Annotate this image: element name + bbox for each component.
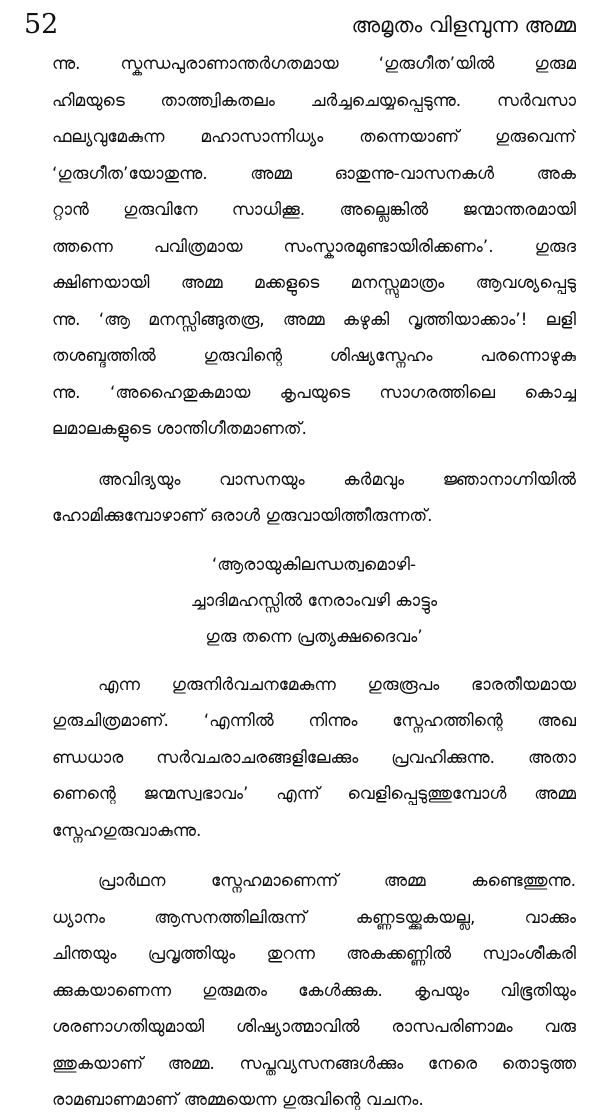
verse-line: ച്ചാദിമഹസ്സിൽ നേരാംവഴി കാട്ടും [190, 590, 438, 611]
page-header [24, 8, 576, 42]
text-line: ‘ഗുരുഗീത’യോതുന്നു. അമ്മ ഓതുന്നു-വാസനകൾ അക [52, 163, 576, 184]
text-line: ഫല്യവുമേകുന്ന മഹാസാന്നിധ്യം തന്നെയാണ് ഗുരുവെന്ന് [52, 127, 576, 147]
text-line: ഹോമിക്കുമ്പോഴാണ് ഒരാൾ ഗുരുവായിത്തീരുന്നത്. [52, 506, 433, 526]
paragraph-3 [52, 667, 576, 850]
text-line: ലമാലകളുടെ ശാന്തിഗീതമാണത്. [52, 419, 307, 439]
text-line: ന്നു. ‘ആ മനസ്സിങ്ങുതരൂ, അമ്മ കഴുകി വൃത്തിയാക്കാം’! ലളി [52, 309, 576, 330]
text-line: രാമബാണമാണ് അമ്മയെന്ന ഗുരുവിന്റെ വചനം. [52, 1090, 424, 1110]
paragraph-4 [52, 863, 576, 1119]
text-line: ക്ഷിണയായി അമ്മ മക്കളുടെ മനസ്സുമാത്രം ആവശ്യപ്പെടു [52, 273, 576, 293]
text-line: ശരണാഗതിയുമായി ശിഷ്യാത്മാവിൽ രാസപരിണാമം വരു [52, 1017, 576, 1037]
body-text [52, 46, 576, 1119]
verse-quote [52, 547, 576, 655]
page-number: 52 [24, 9, 59, 40]
text-line: ഗുരുചിത്രമാണ്. ‘എന്നിൽ നിന്നും സ്നേഹത്തിന്റെ അഖ [52, 711, 576, 731]
running-title: അമൃതം വിളമ്പുന്ന അമ്മ [351, 13, 576, 37]
text-line: എന്ന ഗുരുനിർവചനമേകുന്ന ഗുരുരൂപം ഭാരതീയമായ [98, 674, 576, 695]
text-line: ഹിമയുടെ താത്ത്വികതലം ചർച്ചചെയ്യപ്പെടുന്നു. സർവസാ [52, 90, 576, 111]
paragraph-2 [52, 462, 576, 535]
text-line: ത്തുകയാണ് അമ്മ. സപ്തവ്യസനങ്ങൾക്കും നേരെ തൊടുത്ത [52, 1053, 576, 1074]
text-line: അവിദ്യയും വാസനയും കർമവും ജ്ഞാനാഗ്നിയിൽ [98, 469, 576, 490]
text-line: പ്രാർഥന സ്നേഹമാണെന്ന് അമ്മ കണ്ടെത്തുന്നു. [98, 871, 576, 891]
text-line: ധ്യാനം ആസനത്തിലിരുന്ന് കണ്ണടയ്ക്കുകയല്ല, വാക്കും [52, 907, 576, 928]
text-line: ക്കുകയാണെന്ന ഗുരുമതം കേൾക്കുക. കൃപയും വിഭൂതിയും [52, 980, 576, 1001]
text-line: തശബ്ദത്തിൽ ഗുരുവിന്റെ ശിഷ്യസ്നേഹം പരന്നൊഴുകു [52, 346, 576, 366]
text-line: ചിന്തയും പ്രവൃത്തിയും തുറന്ന അകക്കണ്ണിൽ സ്വാംശീകരി [52, 944, 576, 964]
text-line: ന്നു. ‘അഹൈതുകമായ കൃപയുടെ സാഗരത്തിലെ കൊച്ച [52, 382, 576, 403]
text-line: ണ്ഡധാര സർവചരാചരങ്ങളിലേക്കും പ്രവഹിക്കുന്നു. അതാ [52, 747, 576, 768]
verse-line: ‘ആരായുകിലന്ധത്വമൊഴി- [211, 554, 417, 575]
text-line: ണെന്റെ ജന്മസ്വഭാവം’ എന്ന് വെളിപ്പെടുത്തുമ്പോൾ അമ്മ [52, 784, 576, 804]
paragraph-1 [52, 46, 576, 448]
text-line: സ്നേഹഗുരുവാകുന്നു. [52, 820, 202, 841]
text-line: ത്തന്നെ പവിത്രമായ സംസ്കാരമുണ്ടായിരിക്കണം’. ഗുരുദ [52, 236, 576, 257]
text-line: ന്നു. സ്കന്ധപുരാണാന്തർഗതമായ ‘ഗുരുഗീത’യിൽ ഗുരുമ [52, 54, 576, 74]
text-line: റ്റാൻ ഗുരുവിനേ സാധിക്കൂ. അല്ലെങ്കിൽ ജന്മാന്തരമായി [52, 200, 576, 220]
verse-line: ഗുരു തന്നെ പ്രത്യക്ഷദൈവം’ [205, 626, 423, 647]
